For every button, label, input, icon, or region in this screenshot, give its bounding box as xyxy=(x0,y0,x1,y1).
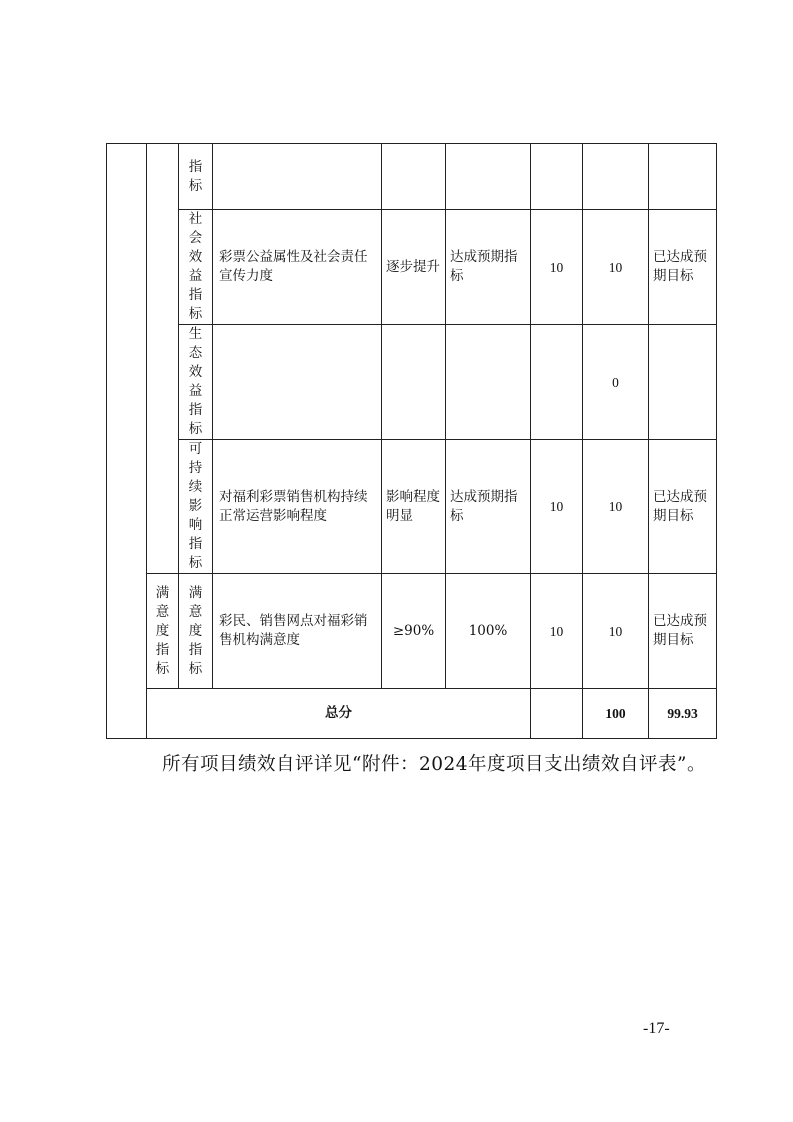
remark-cell: 已达成预期目标 xyxy=(649,210,717,325)
weight-cell: 10 xyxy=(531,574,583,689)
indicator-cell: 指标 xyxy=(179,144,213,210)
remark-cell: 已达成预期目标 xyxy=(649,440,717,574)
weight-cell xyxy=(531,325,583,440)
target-cell: 影响程度明显 xyxy=(382,440,446,574)
level2-cell xyxy=(147,144,179,574)
table-row xyxy=(107,325,717,440)
indicator-cell: 可持续影响指标 xyxy=(179,440,213,574)
score-cell: 10 xyxy=(583,574,649,689)
total-empty-cell xyxy=(531,689,583,739)
actual-cell: 达成预期指标 xyxy=(446,440,531,574)
table-row xyxy=(107,210,717,325)
table-row xyxy=(107,440,717,574)
actual-cell: 100% xyxy=(446,574,531,689)
indicator-cell: 生态效益指标 xyxy=(179,325,213,440)
actual-cell xyxy=(446,144,531,210)
total-score: 99.93 xyxy=(649,689,717,739)
description-cell: 彩民、销售网点对福彩销售机构满意度 xyxy=(213,574,382,689)
score-cell: 0 xyxy=(583,325,649,440)
weight-cell: 10 xyxy=(531,440,583,574)
body-paragraph: 所有项目绩效自评详见“附件：2024年度项目支出绩效自评表”。 xyxy=(162,754,706,775)
score-cell: 10 xyxy=(583,210,649,325)
total-weight: 100 xyxy=(583,689,649,739)
table-row xyxy=(107,144,717,210)
weight-cell: 10 xyxy=(531,210,583,325)
description-cell xyxy=(213,325,382,440)
actual-cell xyxy=(446,325,531,440)
description-cell: 对福利彩票销售机构持续正常运营影响程度 xyxy=(213,440,382,574)
indicator-cell: 社会效益指标 xyxy=(179,210,213,325)
target-cell xyxy=(382,144,446,210)
remark-cell xyxy=(649,325,717,440)
performance-table xyxy=(106,143,717,739)
score-cell: 10 xyxy=(583,440,649,574)
category-cell: 满意度指标 xyxy=(147,574,179,689)
total-row xyxy=(107,689,717,739)
page-number: -17- xyxy=(643,1020,670,1037)
description-cell: 彩票公益属性及社会责任宣传力度 xyxy=(213,210,382,325)
target-cell: ≥90% xyxy=(382,574,446,689)
table-row xyxy=(107,574,717,689)
remark-cell xyxy=(649,144,717,210)
indicator-cell: 满意度指标 xyxy=(179,574,213,689)
description-cell xyxy=(213,144,382,210)
actual-cell: 达成预期指标 xyxy=(446,210,531,325)
weight-cell xyxy=(531,144,583,210)
remark-cell: 已达成预期目标 xyxy=(649,574,717,689)
level1-cell xyxy=(107,144,147,739)
total-label: 总分 xyxy=(147,689,531,739)
score-cell xyxy=(583,144,649,210)
target-cell: 逐步提升 xyxy=(382,210,446,325)
target-cell xyxy=(382,325,446,440)
